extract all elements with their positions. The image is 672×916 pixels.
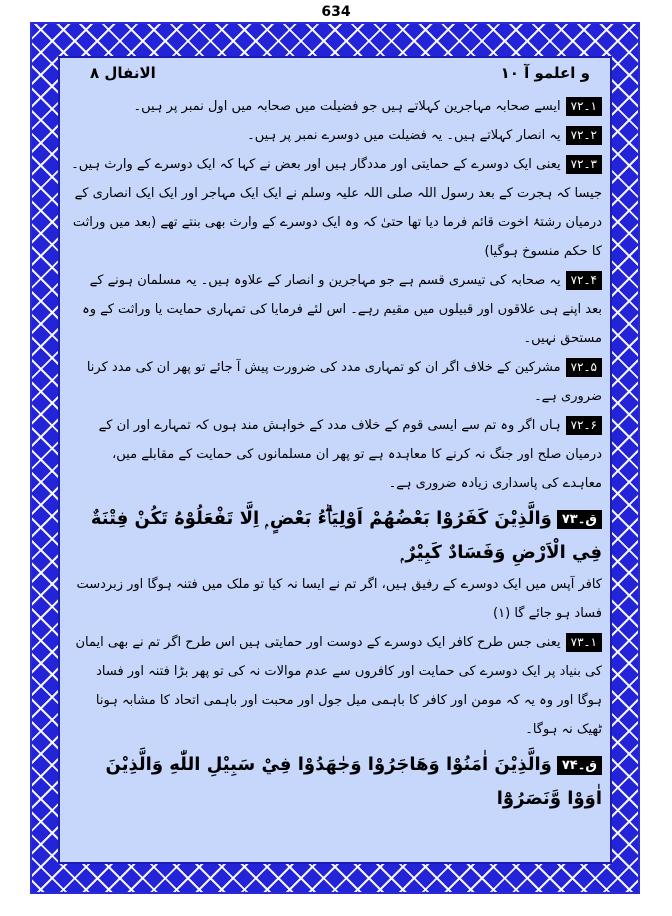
note-number-badge: ۴۔۷۲: [566, 271, 602, 290]
note-number-badge: ۱۔۷۳: [566, 633, 602, 652]
note-text: یعنی ایک دوسرے کے حمایتی اور مددگار ہیں اور بعض نے کہا کہ ایک دوسرے کے وارث ہیں۔ جیسا کہ ہجرت کے بعد رسول اللہ صلی اللہ علیہ وسلم نے ایک ایک مہاجر اور ایک ایک انصاری کے درمیان رشتۂ اخوت قائم فرما دیا تھا حتیٰ کہ وہ ایک دوسرے کے وارث بھی بنتے تھے (بعد میں وراثت کا حکم منسوخ ہوگیا): [71, 157, 602, 259]
verse-number-badge: ق۔۷۳: [557, 510, 602, 529]
note-paragraph: [70, 150, 602, 266]
page-panel: [58, 56, 612, 864]
note-paragraph: [70, 353, 602, 411]
note-paragraph: [70, 121, 602, 150]
note-text: مشرکین کے خلاف اگر ان کو تمہاری مدد کی ضرورت پیش آ جائے تو پھر ان کی مدد کرنا ضروری ہے۔: [86, 360, 602, 404]
note-text: ہاں اگر وہ تم سے ایسی قوم کے خلاف مدد کے خواہش مند ہوں کہ تمہارے اور ان کے درمیان صلح اور جنگ نہ کرنے کا معاہدہ ہے تو پھر ان مسلمانوں کی حمایت کے مقابلے میں، معاہدے کی پاسداری زیادہ ضروری ہے۔: [98, 418, 602, 491]
page-header: [60, 64, 610, 84]
note-number-badge: ۱۔۷۲: [566, 97, 602, 116]
note-text: یہ انصار کہلاتے ہیں۔ یہ فضیلت میں دوسرے نمبر پر ہیں۔: [247, 128, 561, 143]
note-number-badge: ۶۔۷۲: [566, 416, 602, 435]
surah-title: الانفال ۸: [90, 64, 156, 82]
verse-number-badge: ق۔۷۴: [557, 756, 602, 775]
juz-title: و اعلمو آ ۱۰: [500, 64, 590, 82]
note-text: یعنی جس طرح کافر ایک دوسرے کے دوست اور حمایتی ہیں اس طرح اگر تم نے بھی ایمان کی بنیاد پر ایک دوسرے کی حمایت اور کافروں سے عدم موالات نہ کی تو پھر بڑا فتنہ اور فساد ہوگا اور وہ یہ کہ مومن اور کافر کا باہمی میل جول اور محبت اور باہمی اتحاد کا مشابہ ہونا ٹھیک نہ ہوگا۔: [75, 635, 602, 737]
verse-text: وَالَّذِيْنَ اٰمَنُوْا وَهَاجَرُوْا وَجٰهَدُوْا فِيْ سَبِيْلِ اللّٰهِ وَالَّذِيْنَ اٰوَوْا وَّنَصَرُوْٓا: [105, 754, 602, 809]
note-number-badge: ۲۔۷۲: [566, 126, 602, 145]
note-paragraph: [70, 411, 602, 498]
footnote-ref: (۱): [493, 606, 511, 621]
quran-verse: [70, 502, 602, 570]
note-number-badge: ۵۔۷۲: [566, 358, 602, 377]
page-content: [70, 92, 602, 856]
note-paragraph: [70, 628, 602, 744]
note-paragraph: [70, 266, 602, 353]
note-text: ایسے صحابہ مہاجرین کہلاتے ہیں جو فضیلت میں صحابہ میں اول نمبر پر ہیں۔: [133, 99, 561, 114]
translation-text: کافر آپس میں ایک دوسرے کے رفیق ہیں، اگر تم نے ایسا نہ کیا تو ملک میں فتنہ ہوگا اور زبردست فساد ہو جائے گا: [76, 577, 602, 621]
quran-verse: [70, 748, 602, 816]
verse-text: وَالَّذِيْنَ كَفَرُوْا بَعْضُهُمْ اَوْلِيَاۗءُ بَعْضٍ ۭ اِلَّا تَفْعَلُوْهُ تَكُنْ فِتْنَةٌ فِي الْاَرْضِ وَفَسَادٌ كَبِيْرٌ ۭ: [90, 508, 602, 563]
note-text: یہ صحابہ کی تیسری قسم ہے جو مہاجرین و انصار کے علاوہ ہیں۔ یہ مسلمان ہونے کے بعد اپنے ہی علاقوں اور قبیلوں میں مقیم رہے۔ اس لئے فرمایا کی تمہاری حمایت یا وراثت کے وہ مستحق نہیں۔: [82, 273, 602, 346]
page-number: 634: [321, 4, 351, 20]
verse-translation: [70, 570, 602, 628]
note-paragraph: [70, 92, 602, 121]
note-number-badge: ۳۔۷۲: [566, 155, 602, 174]
